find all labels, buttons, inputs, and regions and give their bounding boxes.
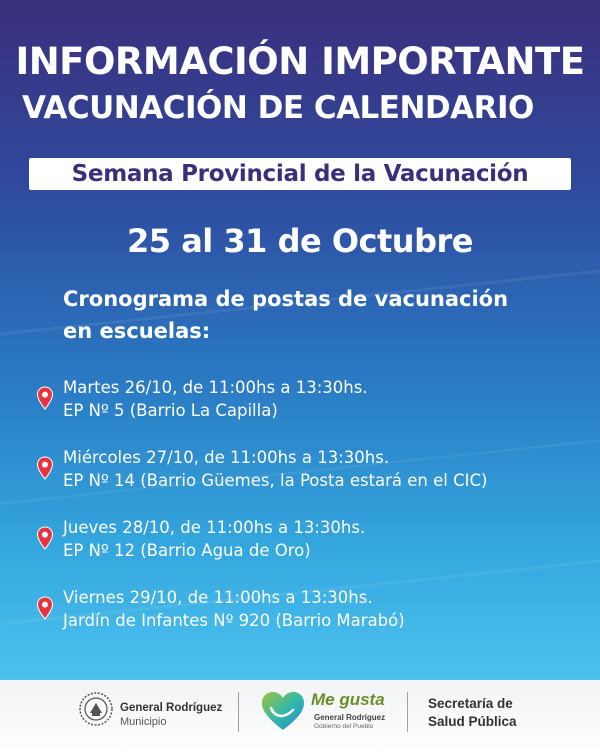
municipality-name: General Rodríguez — [120, 702, 223, 714]
footer-divider — [407, 692, 408, 732]
title-line-2: VACUNACIÓN DE CALENDARIO — [22, 90, 534, 126]
schedule-item — [36, 376, 596, 422]
municipal-seal-icon — [78, 691, 114, 727]
schedule-heading-line-2: en escuelas: — [63, 319, 211, 343]
brand-sub-2: Gobierno del Pueblo — [314, 723, 374, 730]
schedule-item-where: EP Nº 12 (Barrio Agua de Oro) — [63, 541, 311, 560]
schedule-heading-line-1: Cronograma de postas de vacunación — [63, 287, 509, 311]
week-banner-text: Semana Provincial de la Vacunación — [71, 161, 529, 187]
schedule-item-when: Miércoles 27/10, de 11:00hs a 13:30hs. — [63, 448, 390, 467]
brand-name: Me gusta — [311, 690, 385, 709]
location-pin-icon — [36, 386, 54, 410]
title-line-1: INFORMACIÓN IMPORTANTE — [15, 40, 585, 83]
location-pin-icon — [36, 456, 54, 480]
schedule-item-when: Jueves 28/10, de 11:00hs a 13:30hs. — [63, 518, 366, 537]
secretariat-line-1: Secretaría de — [428, 696, 513, 711]
schedule-item-when: Viernes 29/10, de 11:00hs a 13:30hs. — [63, 588, 373, 607]
week-banner — [29, 158, 571, 190]
location-pin-icon — [36, 596, 54, 620]
schedule-heading — [63, 283, 583, 347]
municipality-sub: Municipio — [120, 716, 167, 728]
schedule-item — [36, 446, 596, 492]
schedule-item-where: EP Nº 5 (Barrio La Capilla) — [63, 401, 278, 420]
schedule-item-where: Jardín de Infantes Nº 920 (Barrio Marabó) — [63, 611, 405, 630]
brand-sub-1: General Rodríguez — [314, 713, 386, 722]
date-range: 25 al 31 de Octubre — [127, 222, 473, 260]
location-pin-icon — [36, 526, 54, 550]
footer-divider — [238, 692, 239, 732]
heart-logo-icon — [260, 690, 306, 732]
schedule-item-where: EP Nº 14 (Barrio Güemes, la Posta estará en el CIC) — [63, 471, 488, 490]
schedule-item — [36, 516, 596, 562]
schedule-item-when: Martes 26/10, de 11:00hs a 13:30hs. — [63, 378, 368, 397]
schedule-item — [36, 586, 596, 632]
secretariat-line-2: Salud Pública — [428, 714, 517, 729]
